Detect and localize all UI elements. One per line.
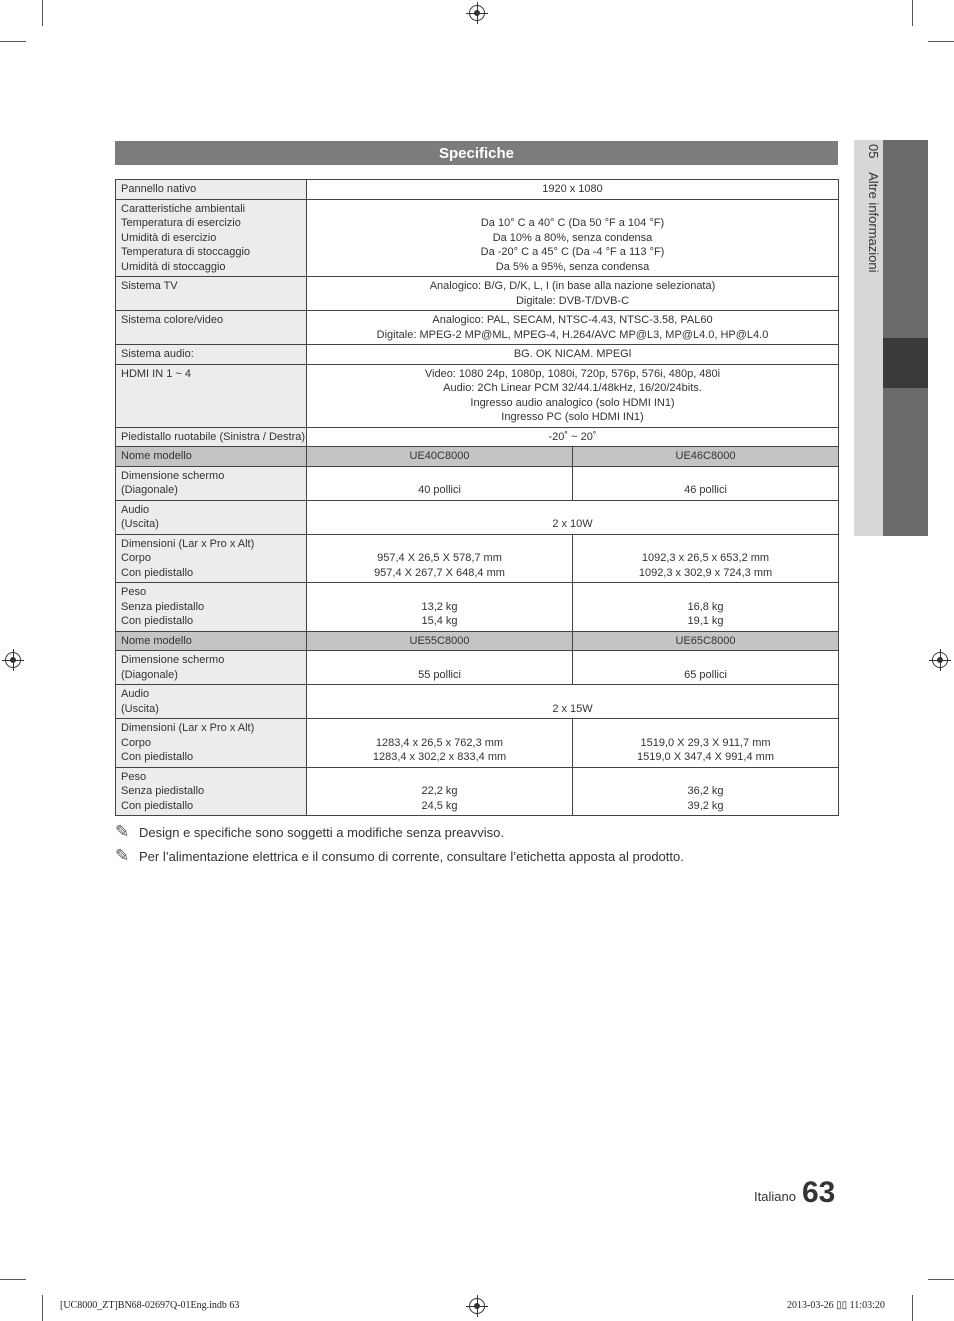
crop-mark bbox=[42, 1295, 43, 1321]
spec-value bbox=[307, 500, 839, 534]
crop-mark bbox=[912, 1295, 913, 1321]
spec-value-right bbox=[573, 447, 839, 467]
table-row bbox=[116, 345, 839, 365]
spec-label bbox=[116, 651, 307, 685]
cell-line: 15,4 kg bbox=[421, 615, 458, 627]
note-text: Per l’alimentazione elettrica e il consumo di corrente, consultare l’etichetta apposta al prodotto. bbox=[139, 848, 684, 864]
spec-label bbox=[116, 534, 307, 583]
note-item bbox=[115, 822, 504, 842]
cell-line: Umidità di stoccaggio bbox=[121, 260, 226, 273]
table-row bbox=[116, 534, 839, 583]
cell-line: Peso bbox=[121, 586, 147, 598]
cell-line: 46 pollici bbox=[684, 484, 727, 496]
spec-value bbox=[307, 345, 839, 365]
spec-label bbox=[116, 311, 307, 345]
table-row bbox=[116, 583, 839, 632]
registration-mark-icon bbox=[932, 652, 948, 668]
chapter-number: 05 bbox=[866, 144, 881, 159]
cell-line: 1092,3 x 302,9 x 724,3 mm bbox=[638, 566, 773, 579]
spec-value bbox=[307, 364, 839, 427]
cell-line: 1283,4 x 302,2 x 833,4 mm bbox=[372, 751, 507, 763]
spec-label bbox=[116, 719, 307, 768]
cell-line: 40 pollici bbox=[418, 484, 461, 496]
cell-line: Umidità di esercizio bbox=[121, 231, 217, 244]
spec-value-left bbox=[307, 719, 573, 768]
spec-value bbox=[307, 199, 839, 277]
spec-label bbox=[116, 447, 307, 467]
spec-label bbox=[116, 500, 307, 534]
cell-line: (Diagonale) bbox=[121, 668, 178, 681]
spec-value-right bbox=[573, 466, 839, 500]
cell-line: Da 5% a 95%, senza condensa bbox=[495, 260, 650, 273]
spec-value-left bbox=[307, 651, 573, 685]
cell-line: Sistema audio: bbox=[121, 348, 194, 360]
spec-value-left bbox=[307, 447, 573, 467]
spec-value-left bbox=[307, 466, 573, 500]
cell-line: Con piedistallo bbox=[121, 615, 194, 627]
cell-line: Dimensione schermo bbox=[121, 469, 225, 482]
cell-line: (Uscita) bbox=[121, 518, 159, 530]
cell-line: Da 10% a 80%, senza condensa bbox=[492, 231, 653, 244]
spec-value-right bbox=[573, 534, 839, 583]
cell-line: 24,5 kg bbox=[421, 799, 458, 812]
cell-line: 36,2 kg bbox=[687, 785, 724, 797]
crop-mark bbox=[928, 1279, 954, 1280]
cell-line: (Diagonale) bbox=[121, 484, 178, 496]
spec-value-left bbox=[307, 631, 573, 651]
spec-label bbox=[116, 277, 307, 311]
table-row bbox=[116, 767, 839, 816]
spec-label bbox=[116, 685, 307, 719]
spec-label bbox=[116, 466, 307, 500]
page-title: Specifiche bbox=[115, 141, 838, 165]
cell-line: Sistema TV bbox=[121, 280, 178, 292]
cell-line: 1519,0 X 29,3 X 911,7 mm bbox=[640, 736, 771, 749]
cell-line: 55 pollici bbox=[418, 668, 461, 681]
registration-mark-icon bbox=[469, 5, 485, 21]
spec-label bbox=[116, 345, 307, 365]
print-slug-right: 2013-03-26 ▯▯ 11:03:20 bbox=[787, 1300, 885, 1311]
spec-value-right bbox=[573, 767, 839, 816]
cell-line: Con piedistallo bbox=[121, 751, 194, 763]
footer-language: Italiano bbox=[754, 1189, 796, 1204]
registration-mark-icon bbox=[469, 1298, 485, 1314]
table-row bbox=[116, 364, 839, 427]
cell-line: Audio bbox=[121, 503, 150, 516]
cell-line: Video: 1080 24p, 1080p, 1080i, 720p, 576p, 576i, 480p, 480i bbox=[424, 367, 721, 380]
crop-mark bbox=[0, 41, 26, 42]
crop-mark bbox=[928, 41, 954, 42]
model-row bbox=[116, 447, 839, 467]
table-row bbox=[116, 651, 839, 685]
cell-line: 1920 x 1080 bbox=[542, 183, 603, 195]
side-tab-marker bbox=[883, 338, 928, 388]
note-text: Design e specifiche sono soggetti a modifiche senza preavviso. bbox=[139, 824, 504, 840]
model-row bbox=[116, 631, 839, 651]
table-row bbox=[116, 311, 839, 345]
spec-value-right bbox=[573, 719, 839, 768]
spec-label bbox=[116, 199, 307, 277]
spec-label bbox=[116, 427, 307, 447]
table-row bbox=[116, 180, 839, 200]
crop-mark bbox=[42, 0, 43, 26]
crop-mark bbox=[912, 0, 913, 26]
cell-line: Analogico: PAL, SECAM, NTSC-4.43, NTSC-3.58, PAL60 bbox=[432, 314, 713, 326]
cell-line: Piedistallo ruotabile (Sinistra / Destra) bbox=[121, 430, 306, 443]
cell-line: 13,2 kg bbox=[421, 600, 458, 613]
cell-line: 22,2 kg bbox=[421, 785, 458, 797]
cell-line: Temperatura di esercizio bbox=[121, 217, 241, 229]
registration-mark-icon bbox=[5, 652, 21, 668]
note-item bbox=[115, 846, 684, 866]
cell-line: 16,8 kg bbox=[687, 600, 724, 613]
table-row bbox=[116, 427, 839, 447]
cell-line: Senza piedistallo bbox=[121, 785, 205, 797]
table-row bbox=[116, 199, 839, 277]
cell-line: UE55C8000 bbox=[409, 634, 470, 647]
cell-line: Ingresso audio analogico (solo HDMI IN1) bbox=[470, 396, 675, 409]
spec-label bbox=[116, 583, 307, 632]
cell-line: 19,1 kg bbox=[687, 615, 724, 627]
cell-line: Audio: 2Ch Linear PCM 32/44.1/48kHz, 16/20/24bits. bbox=[443, 382, 702, 394]
cell-line: Da -20° C a 45° C (Da -4 °F a 113 °F) bbox=[480, 246, 665, 258]
crop-mark bbox=[0, 1279, 26, 1280]
cell-line: Digitale: DVB-T/DVB-C bbox=[515, 294, 630, 307]
spec-label bbox=[116, 364, 307, 427]
cell-line: Corpo bbox=[121, 736, 151, 749]
spec-value-right bbox=[573, 583, 839, 632]
chapter-title: Altre informazioni bbox=[866, 172, 881, 273]
page-number: 63 bbox=[802, 1176, 836, 1209]
cell-line: Corpo bbox=[121, 552, 151, 564]
cell-line: Ingresso PC (solo HDMI IN1) bbox=[501, 411, 644, 423]
side-tab-label bbox=[857, 144, 881, 444]
cell-line: 957,4 X 26,5 X 578,7 mm bbox=[377, 552, 502, 564]
cell-line: 1283,4 x 26,5 x 762,3 mm bbox=[375, 736, 504, 749]
table-row bbox=[116, 500, 839, 534]
table-row bbox=[116, 685, 839, 719]
spec-value bbox=[307, 277, 839, 311]
spec-value-right bbox=[573, 651, 839, 685]
cell-line: UE46C8000 bbox=[675, 450, 736, 462]
cell-line: Senza piedistallo bbox=[121, 600, 205, 613]
cell-line: Dimensioni (Lar x Pro x Alt) bbox=[121, 537, 255, 550]
cell-line: 2 x 10W bbox=[552, 518, 593, 530]
cell-line: Analogico: B/G, D/K, L, I (in base alla nazione selezionata) bbox=[429, 280, 716, 292]
spec-label bbox=[116, 767, 307, 816]
spec-label bbox=[116, 180, 307, 200]
spec-value bbox=[307, 180, 839, 200]
cell-line: Caratteristiche ambientali bbox=[121, 202, 246, 215]
spec-value bbox=[307, 685, 839, 719]
cell-line: Digitale: MPEG-2 MP@ML, MPEG-4, H.264/AVC MP@L3, MP@L4.0, HP@L4.0 bbox=[376, 328, 769, 341]
cell-line: Audio bbox=[121, 688, 150, 700]
cell-line: UE40C8000 bbox=[409, 450, 470, 462]
cell-line: Dimensioni (Lar x Pro x Alt) bbox=[121, 722, 255, 734]
table-row bbox=[116, 466, 839, 500]
print-slug-left: [UC8000_ZT]BN68-02697Q-01Eng.indb 63 bbox=[60, 1300, 240, 1311]
cell-line: 65 pollici bbox=[684, 668, 727, 681]
cell-line: Con piedistallo bbox=[121, 799, 194, 812]
cell-line: Temperatura di stoccaggio bbox=[121, 246, 251, 258]
spec-value-left bbox=[307, 534, 573, 583]
spec-value bbox=[307, 427, 839, 447]
cell-line: Pannello nativo bbox=[121, 183, 197, 195]
cell-line: Con piedistallo bbox=[121, 566, 194, 579]
table-row bbox=[116, 277, 839, 311]
pencil-icon: ✎ bbox=[115, 822, 130, 841]
spec-value bbox=[307, 311, 839, 345]
cell-line: HDMI IN 1 ~ 4 bbox=[121, 367, 191, 380]
cell-line: Da 10° C a 40° C (Da 50 °F a 104 °F) bbox=[480, 217, 665, 229]
cell-line: Peso bbox=[121, 770, 147, 783]
cell-line: 1519,0 X 347,4 X 991,4 mm bbox=[637, 751, 774, 763]
cell-line: (Uscita) bbox=[121, 702, 159, 715]
cell-line: Dimensione schermo bbox=[121, 654, 225, 666]
cell-line: 39,2 kg bbox=[687, 799, 724, 812]
pencil-icon: ✎ bbox=[115, 846, 130, 865]
cell-line: Sistema colore/video bbox=[121, 314, 224, 326]
spec-value-left bbox=[307, 767, 573, 816]
cell-line: 957,4 X 267,7 X 648,4 mm bbox=[374, 566, 505, 579]
cell-line: Nome modello bbox=[121, 634, 192, 647]
cell-line: 2 x 15W bbox=[552, 702, 593, 715]
cell-line: 1092,3 x 26,5 x 653,2 mm bbox=[641, 552, 770, 564]
cell-line: Nome modello bbox=[121, 450, 192, 462]
cell-line: BG. OK NICAM. MPEGl bbox=[513, 348, 632, 360]
spec-value-right bbox=[573, 631, 839, 651]
spec-label bbox=[116, 631, 307, 651]
cell-line: -20˚ ~ 20˚ bbox=[548, 430, 597, 443]
spec-value-left bbox=[307, 583, 573, 632]
cell-line: UE65C8000 bbox=[675, 634, 736, 647]
table-row bbox=[116, 719, 839, 768]
spec-table bbox=[115, 179, 839, 816]
